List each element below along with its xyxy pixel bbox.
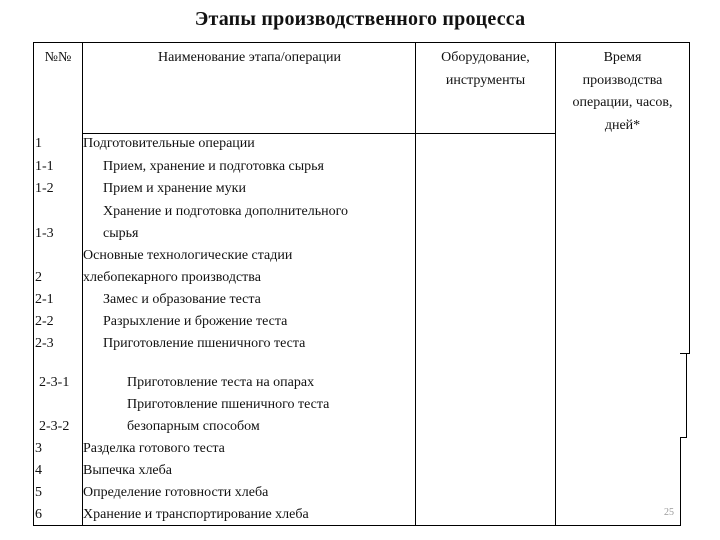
header-time-line: дней* (604, 117, 641, 133)
row-name: Подготовительные операции (83, 136, 255, 151)
row-name: Хранение и подготовка дополнительного (103, 204, 348, 219)
row-name: Определение готовности хлеба (83, 485, 269, 500)
row-number: 1-1 (35, 159, 54, 174)
row-name: Разделка готового теста (83, 441, 225, 456)
name-column-divider (415, 42, 416, 525)
row-number: 6 (35, 507, 42, 522)
row-number: 2-2 (35, 314, 54, 329)
row-number: 2-3 (35, 336, 54, 351)
header-time (556, 47, 689, 137)
row-name: Приготовление пшеничного теста (127, 397, 330, 412)
row-name: Прием, хранение и подготовка сырья (103, 159, 324, 174)
row-name: Хранение и транспортирование хлеба (83, 507, 309, 522)
row-name: Выпечка хлеба (83, 463, 172, 478)
header-time-line: Время (603, 50, 642, 65)
header-number: №№ (44, 50, 72, 65)
row-number: 2 (35, 270, 42, 285)
header-time-line: операции, часов, (572, 95, 673, 110)
row-name: Приготовление теста на опарах (127, 375, 315, 390)
fragment-step-lower (680, 437, 687, 438)
header-equipment-line: Оборудование, (441, 50, 530, 65)
row-name: сырья (103, 226, 139, 241)
header-equipment-line: инструменты (445, 72, 526, 88)
table-top-border (33, 42, 689, 43)
fragment-step (680, 353, 690, 354)
header-equipment (416, 47, 555, 92)
row-name: Прием и хранение муки (103, 181, 246, 196)
row-name: Разрыхление и брожение теста (103, 314, 288, 329)
right-border-upper (689, 42, 690, 353)
row-number: 1-3 (35, 226, 54, 241)
header-time-line: производства (582, 72, 663, 88)
row-number: 1-2 (35, 181, 54, 196)
row-name: Основные технологические стадии (83, 248, 293, 263)
row-number: 3 (35, 441, 42, 456)
row-name: Замес и образование теста (103, 292, 261, 307)
row-number: 2-1 (35, 292, 54, 307)
header-name: Наименование этапа/операции (157, 50, 342, 65)
row-number: 2-3-1 (39, 375, 70, 390)
row-name: Приготовление пшеничного теста (103, 336, 306, 351)
left-border (33, 42, 34, 525)
right-border-lower (680, 437, 681, 525)
row-number: 5 (35, 485, 42, 500)
page-title: Этапы производственного процесса (194, 8, 526, 30)
row-name: безопарным способом (127, 419, 260, 434)
right-border-middle (686, 353, 687, 437)
row-name: хлебопекарного производства (83, 270, 261, 285)
page-number: 25 (664, 507, 674, 518)
row-number: 1 (35, 136, 42, 151)
row-number: 4 (35, 463, 42, 478)
row-number: 2-3-2 (39, 419, 70, 434)
